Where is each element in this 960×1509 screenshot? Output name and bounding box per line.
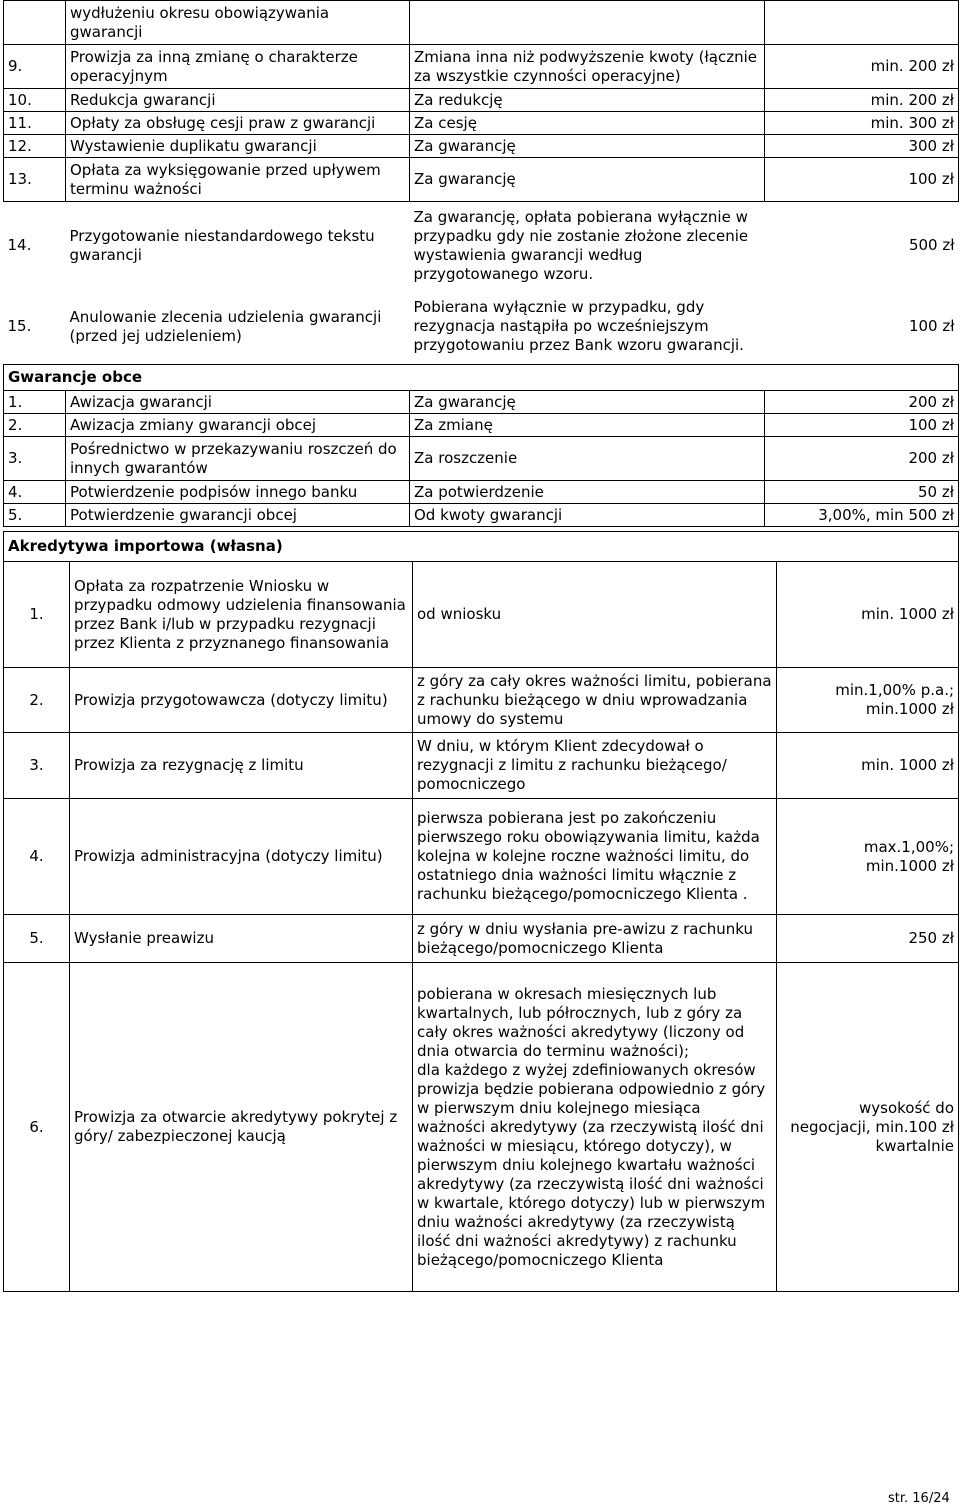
fee-name: Opłata za rozpatrzenie Wniosku w przypadku odmowy udzielenia finansowania przez Bank i/lub w przypadku rezygnacji przez Klienta z przyznanego finansowania	[70, 562, 413, 668]
row-number: 3.	[4, 437, 66, 481]
fee-name: Pośrednictwo w przekazywaniu roszczeń do innych gwarantów	[66, 437, 410, 481]
fee-amount: 50 zł	[765, 481, 959, 504]
row-number: 2.	[4, 668, 70, 733]
fee-amount: min. 200 zł	[765, 89, 959, 112]
fee-amount: wysokość do negocjacji, min.100 zł kwartalnie	[777, 963, 959, 1292]
table-row	[4, 963, 959, 1292]
fee-basis: Za gwarancję	[410, 135, 765, 158]
fee-amount: min. 1000 zł	[777, 733, 959, 799]
page-number: str. 16/24	[888, 1491, 950, 1506]
table-row	[4, 562, 959, 668]
table-row	[4, 504, 959, 527]
fee-basis: Za redukcję	[410, 89, 765, 112]
fee-basis: Za roszczenie	[410, 437, 765, 481]
import-lc-table	[3, 531, 959, 1292]
fee-name: Wystawienie duplikatu gwarancji	[66, 135, 410, 158]
row-number: 2.	[4, 414, 66, 437]
row-number: 13.	[4, 158, 66, 202]
row-number: 15.	[7, 317, 32, 336]
fee-amount: 100 zł	[765, 158, 959, 202]
fee-amount: max.1,00%; min.1000 zł	[777, 799, 959, 915]
fee-name: Prowizja za rezygnację z limitu	[70, 733, 413, 799]
fee-amount: 100 zł	[908, 317, 955, 336]
row-number: 12.	[4, 135, 66, 158]
table-row	[4, 202, 959, 290]
table-row	[4, 668, 959, 733]
section-header-row	[4, 532, 959, 562]
table-row	[4, 158, 959, 202]
fee-name: Opłaty za obsługę cesji praw z gwarancji	[66, 112, 410, 135]
fee-amount: min. 1000 zł	[777, 562, 959, 668]
table-row	[4, 112, 959, 135]
fee-name: Wysłanie preawizu	[70, 915, 413, 963]
fee-name: Prowizja za otwarcie akredytywy pokrytej z góry/ zabezpieczonej kaucją	[70, 963, 413, 1292]
fee-basis: Od kwoty gwarancji	[410, 504, 765, 527]
table-row	[4, 290, 959, 365]
fee-name: Prowizja przygotowawcza (dotyczy limitu)	[70, 668, 413, 733]
table-row	[4, 733, 959, 799]
fee-amount	[765, 1, 959, 45]
row-number: 1.	[4, 562, 70, 668]
row-number: 6.	[4, 963, 70, 1292]
section-title-import-lc: Akredytywa importowa (własna)	[4, 532, 959, 562]
fee-amount: min. 200 zł	[765, 45, 959, 89]
table-row	[4, 391, 959, 414]
fee-basis: Za gwarancję	[410, 391, 765, 414]
table-row	[4, 89, 959, 112]
fee-name: Potwierdzenie podpisów innego banku	[66, 481, 410, 504]
fee-basis: Za gwarancję	[410, 158, 765, 202]
table-row	[4, 135, 959, 158]
fee-basis: pobierana w okresach miesięcznych lub kwartalnych, lub półrocznych, lub z góry za cały okres ważności akredytywy (liczony od dnia otwarcia do terminu ważności); dla każdego z wyżej zdefiniowanych okresów prowizja będzie pobierana odpowiednio z góry w pierwszym dniu kolejnego miesiąca ważności akredytywy (za rzeczywistą ilość dni ważności w miesiącu, którego dotyczy), w pierwszym dniu kolejnego kwartału ważności akredytywy (za rzeczywistą ilość dni ważności w kwartale, którego dotyczy) lub w pierwszym dniu ważności akredytywy (za rzeczywistą ilość dni ważności akredytywy) z rachunku bieżącego/pomocniczego Klienta	[413, 963, 777, 1292]
row-number: 4.	[4, 799, 70, 915]
fee-basis: Za potwierdzenie	[410, 481, 765, 504]
table-row	[4, 799, 959, 915]
guarantee-fees-table	[3, 0, 959, 527]
fee-amount: 100 zł	[765, 414, 959, 437]
row-number: 3.	[4, 733, 70, 799]
fee-basis: z góry w dniu wysłania pre-awizu z rachunku bieżącego/pomocniczego Klienta	[413, 915, 777, 963]
fee-basis: Za cesję	[410, 112, 765, 135]
fee-basis: z góry za cały okres ważności limitu, pobierana z rachunku bieżącego w dniu wprowadzania umowy do systemu	[413, 668, 777, 733]
fee-basis: od wniosku	[413, 562, 777, 668]
fee-basis: pierwsza pobierana jest po zakończeniu pierwszego roku obowiązywania limitu, każda kolejna w kolejne roczne ważności limitu, do ostatniego dnia ważności limitu włącznie z rachunku bieżącego/pomocniczego Klienta .	[413, 799, 777, 915]
fee-name: wydłużeniu okresu obowiązywania gwarancji	[66, 1, 410, 45]
fee-name: Potwierdzenie gwarancji obcej	[66, 504, 410, 527]
section-title-foreign-guarantees: Gwarancje obce	[4, 365, 959, 391]
fee-amount: 300 zł	[765, 135, 959, 158]
fee-amount: 200 zł	[765, 391, 959, 414]
fee-amount: min.1,00% p.a.; min.1000 zł	[777, 668, 959, 733]
table-row	[4, 1, 959, 45]
fee-basis	[410, 1, 765, 45]
row-number	[4, 1, 66, 45]
fee-basis: Zmiana inna niż podwyższenie kwoty (łącznie za wszystkie czynności operacyjne)	[410, 45, 765, 89]
row-number: 5.	[4, 915, 70, 963]
table-row	[4, 915, 959, 963]
row-number: 1.	[4, 391, 66, 414]
fee-name: Opłata za wyksięgowanie przed upływem terminu ważności	[66, 158, 410, 202]
fee-amount: 3,00%, min 500 zł	[765, 504, 959, 527]
section-header-row	[4, 365, 959, 391]
table-row	[4, 45, 959, 89]
table-row	[4, 414, 959, 437]
fee-name: Redukcja gwarancji	[66, 89, 410, 112]
fee-amount: min. 300 zł	[765, 112, 959, 135]
fee-basis: Za zmianę	[410, 414, 765, 437]
fee-amount: 500 zł	[908, 236, 955, 255]
table-row	[4, 437, 959, 481]
row-number: 4.	[4, 481, 66, 504]
fee-name: Awizacja zmiany gwarancji obcej	[66, 414, 410, 437]
row-number: 10.	[4, 89, 66, 112]
fee-basis: W dniu, w którym Klient zdecydował o rezygnacji z limitu z rachunku bieżącego/ pomocniczego	[413, 733, 777, 799]
row-number: 14.	[7, 236, 32, 255]
fee-name: Przygotowanie niestandardowego tekstu gwarancji	[69, 226, 375, 264]
fee-amount: 200 zł	[765, 437, 959, 481]
row-number: 9.	[4, 45, 66, 89]
row-number: 5.	[4, 504, 66, 527]
fee-basis: Pobierana wyłącznie w przypadku, gdy rezygnacja nastąpiła po wcześniejszym przygotowaniu przez Bank wzoru gwarancji.	[413, 298, 744, 355]
fee-basis: Za gwarancję, opłata pobierana wyłącznie w przypadku gdy nie zostanie złożone zlecenie wystawienia gwarancji według przygotowanego wzoru.	[413, 207, 749, 283]
fee-name: Awizacja gwarancji	[66, 391, 410, 414]
row-number: 11.	[4, 112, 66, 135]
fee-amount: 250 zł	[777, 915, 959, 963]
fee-name: Anulowanie zlecenia udzielenia gwarancji (przed jej udzieleniem)	[69, 307, 382, 345]
table-row	[4, 481, 959, 504]
fee-name: Prowizja za inną zmianę o charakterze operacyjnym	[66, 45, 410, 89]
fee-name: Prowizja administracyjna (dotyczy limitu)	[70, 799, 413, 915]
